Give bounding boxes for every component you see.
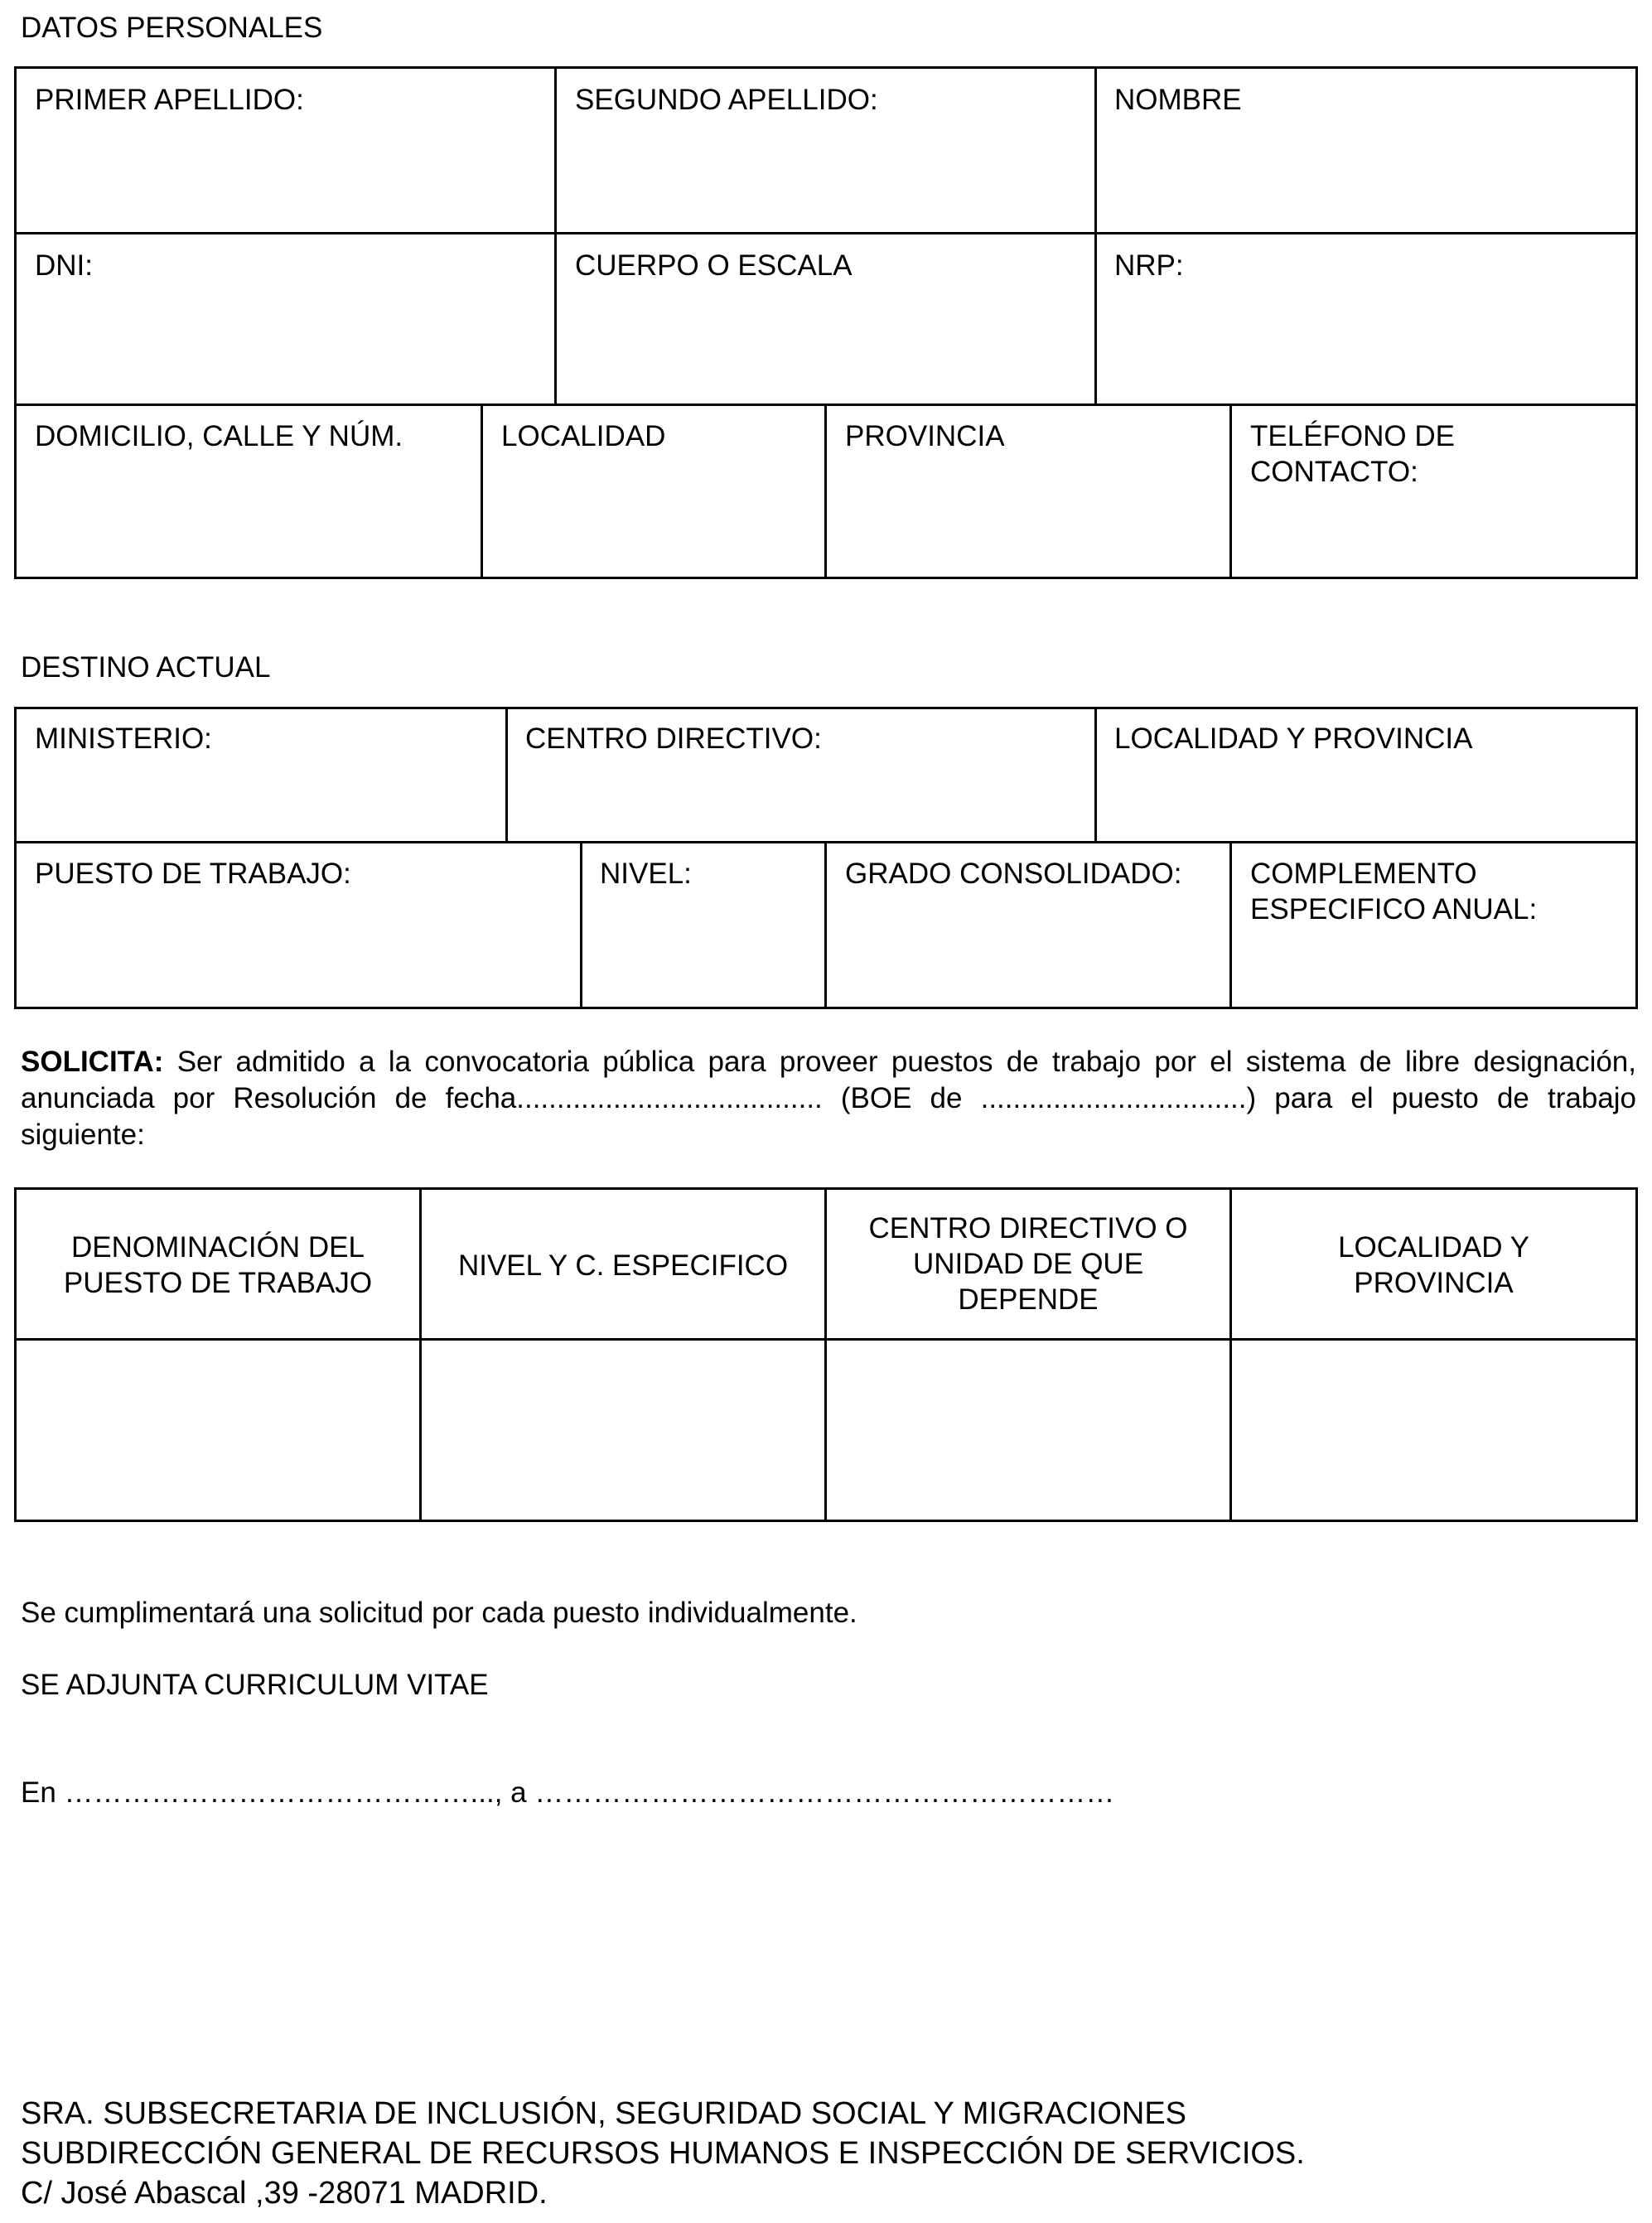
complemento-label-line1: COMPLEMENTO [1250, 858, 1477, 890]
segundo-apellido-field[interactable]: SEGUNDO APELLIDO: [575, 84, 878, 116]
nivel-especifico-input-cell[interactable] [422, 1341, 824, 1520]
puesto-trabajo-field[interactable]: PUESTO DE TRABAJO: [35, 858, 351, 890]
solicita-paragraph [21, 1044, 1636, 1153]
column-divider [1094, 707, 1097, 842]
header-line: CENTRO DIRECTIVO O [868, 1212, 1188, 1244]
solicita-label: SOLICITA: [21, 1046, 164, 1078]
header-localidad-provincia [1232, 1230, 1635, 1301]
column-divider [505, 707, 508, 842]
telefono-field[interactable] [1250, 418, 1455, 490]
datos-personales-title: DATOS PERSONALES [21, 12, 323, 44]
header-line: UNIDAD DE QUE [912, 1248, 1144, 1280]
column-divider [1229, 404, 1232, 578]
row-divider [14, 232, 1638, 234]
column-divider [824, 404, 827, 578]
provincia-field[interactable]: PROVINCIA [845, 420, 1005, 452]
centro-directivo-input-cell[interactable] [827, 1341, 1229, 1520]
column-divider [824, 842, 827, 1008]
nota-individual: Se cumplimentará una solicitud por cada puesto individualmente. [21, 1597, 857, 1629]
header-line: LOCALIDAD Y [1338, 1231, 1529, 1264]
destinatario-line3: C/ José Abascal ,39 -28071 MADRID. [21, 2176, 548, 2211]
complemento-field[interactable] [1250, 856, 1537, 927]
centro-directivo-field[interactable]: CENTRO DIRECTIVO: [525, 722, 822, 755]
nombre-field[interactable]: NOMBRE [1114, 84, 1242, 116]
localidad-provincia-field[interactable]: LOCALIDAD Y PROVINCIA [1114, 722, 1473, 755]
column-divider [580, 842, 582, 1008]
column-divider [1229, 842, 1232, 1008]
nrp-field[interactable]: NRP: [1114, 249, 1184, 282]
header-line: PUESTO DE TRABAJO [63, 1267, 373, 1299]
nivel-field[interactable]: NIVEL: [600, 858, 692, 890]
destino-actual-title: DESTINO ACTUAL [21, 651, 271, 684]
solicita-text: Ser admitido a la convocatoria pública para proveer puestos de trabajo por el sistema de libre designación, anunciada por Resolución de fecha...................................... (BOE de .................................) para el puesto de trabajo siguiente: [21, 1046, 1636, 1151]
header-line: PROVINCIA [1354, 1267, 1514, 1299]
header-nivel-especifico [422, 1248, 824, 1283]
header-centro-directivo [827, 1211, 1229, 1317]
localidad-field[interactable]: LOCALIDAD [501, 420, 666, 452]
primer-apellido-field[interactable]: PRIMER APELLIDO: [35, 84, 304, 116]
column-divider [481, 404, 483, 578]
telefono-label-line1: TELÉFONO DE [1250, 420, 1455, 452]
destinatario-line2: SUBDIRECCIÓN GENERAL DE RECURSOS HUMANOS E INSPECCIÓN DE SERVICIOS. [21, 2136, 1305, 2171]
complemento-label-line2: ESPECIFICO ANUAL: [1250, 893, 1538, 925]
domicilio-field[interactable]: DOMICILIO, CALLE Y NÚM. [35, 420, 403, 452]
ministerio-field[interactable]: MINISTERIO: [35, 722, 212, 755]
header-line: NIVEL Y C. ESPECIFICO [457, 1249, 789, 1282]
telefono-label-line2: CONTACTO: [1250, 456, 1418, 488]
cuerpo-escala-field[interactable]: CUERPO O ESCALA [575, 249, 853, 282]
header-denominacion [17, 1230, 419, 1301]
lugar-fecha-line[interactable]: En ……………………………………..., a …………………………………………………… [21, 1776, 1115, 1809]
localidad-provincia-input-cell[interactable] [1232, 1341, 1635, 1520]
destinatario-line1: SRA. SUBSECRETARIA DE INCLUSIÓN, SEGURIDAD SOCIAL Y MIGRACIONES [21, 2096, 1187, 2131]
grado-consolidado-field[interactable]: GRADO CONSOLIDADO: [845, 858, 1182, 890]
header-line: DEPENDE [958, 1283, 1099, 1316]
column-divider [1094, 66, 1097, 404]
denominacion-input-cell[interactable] [17, 1341, 419, 1520]
header-line: DENOMINACIÓN DEL [71, 1231, 365, 1264]
column-divider [554, 66, 557, 404]
dni-field[interactable]: DNI: [35, 249, 93, 282]
nota-curriculum: SE ADJUNTA CURRICULUM VITAE [21, 1669, 489, 1701]
